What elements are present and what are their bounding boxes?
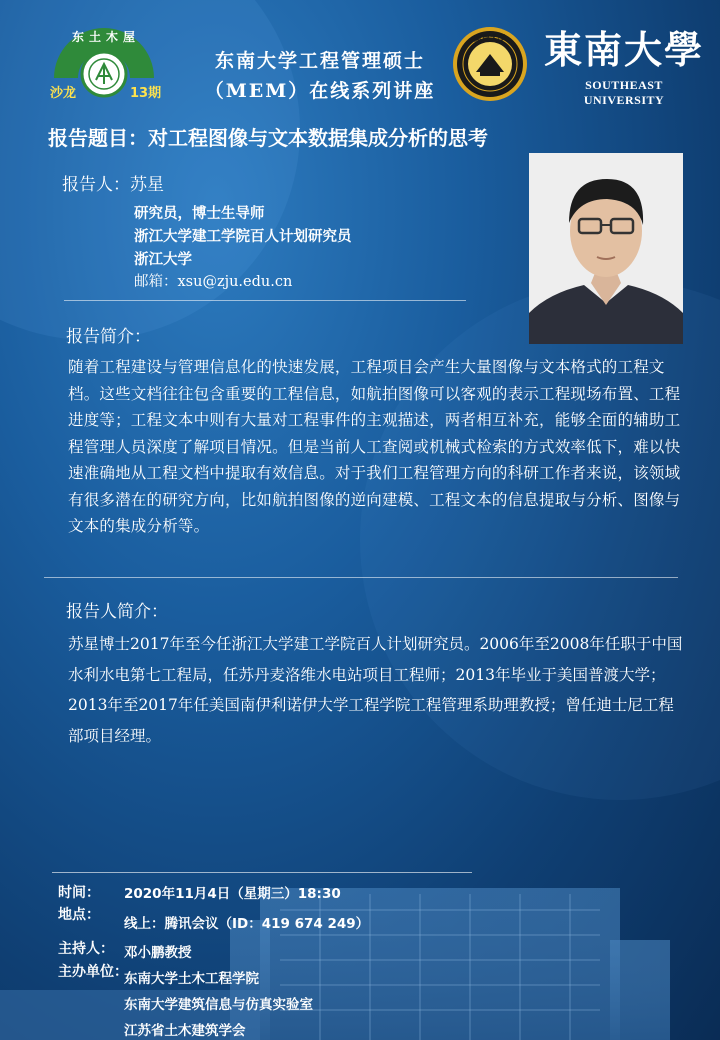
abstract-heading: 报告简介：: [66, 327, 151, 347]
report-topic: 报告题目：对工程图像与文本数据集成分析的思考: [48, 126, 488, 150]
organizer-label: 主办单位：: [58, 964, 128, 980]
time-label: 时间：: [58, 885, 100, 901]
reporter-label: 报告人：: [62, 175, 130, 195]
university-name-cn: 東南大學: [544, 27, 705, 72]
time-value: 2020年11月4日（星期三）18:30: [124, 886, 341, 902]
section-divider: [44, 577, 678, 578]
host-value: 邓小鹏教授: [124, 945, 192, 961]
reporter-name: 苏星: [130, 175, 164, 195]
reporter-line: [62, 170, 164, 195]
series-title-line1: 东南大学工程管理硕士: [214, 50, 425, 72]
reporter-title: 浙江大学建工学院百人计划研究员: [134, 228, 352, 245]
series-title-line2: （MEM）在线系列讲座: [204, 80, 436, 102]
seal-text: 東南大學: [474, 33, 506, 43]
salon-logo-top-text: 东土木屋: [71, 30, 140, 44]
salon-logo-left-text: 沙龙: [50, 86, 77, 101]
organizer-item: 东南大学土木工程学院: [124, 971, 259, 987]
reporter-info: [134, 202, 352, 294]
campus-building-image: [0, 880, 720, 1040]
info-divider: [52, 872, 472, 873]
salon-logo-issue: 13期: [130, 86, 162, 101]
reporter-email: 邮箱：xsu@zju.edu.cn: [134, 274, 293, 290]
reporter-title: 研究员，博士生导师: [134, 205, 265, 222]
reporter-affiliation: 浙江大学: [134, 251, 192, 268]
organizer-item: 江苏省土木建筑学会: [124, 1023, 246, 1039]
bio-heading: 报告人简介：: [66, 602, 168, 622]
university-name-en: SOUTHEAST UNIVERSITY: [583, 78, 665, 107]
bio-text: 苏星博士2017年至今任浙江大学建工学院百人计划研究员。2006年至2008年任职于中国水利水电第七工程局，任苏丹麦洛维水电站项目工程师；2013年毕业于美国普渡大学； 2013年至2017年任美国南伊利诺伊大学工程学院工程管理系助理教授；曾任迪士尼工程部项目经理。: [68, 635, 683, 745]
section-divider: [64, 300, 466, 301]
abstract-text: 随着工程建设与管理信息化的快速发展，工程项目会产生大量图像与文本格式的工程文档。这些文档往往包含重要的工程信息，如航拍图像可以客观的表示工程现场布置、工程进度等；工程文本中则有大量对工程事件的主观描述，两者相互补充，能够全面的辅助工程管理人员深度了解项目情况。但是当前人工查阅或机械式检索的方式效率低下，难以快速准确地从工程文档中提取有效信息。对于我们工程管理方向的科研工作者来说，该领域有很多潜在的研究方向，比如航拍图像的逆向建模、工程文本的信息提取与分析、图像与文本的集成分析等。: [68, 358, 681, 535]
place-value: 线上：腾讯会议（ID：419 674 249）: [124, 916, 370, 932]
reporter-photo: [529, 153, 683, 344]
host-label: 主持人：: [58, 941, 114, 957]
series-title: [190, 46, 450, 106]
organizer-item: 东南大学建筑信息与仿真实验室: [124, 997, 313, 1013]
place-label: 地点：: [58, 907, 100, 923]
